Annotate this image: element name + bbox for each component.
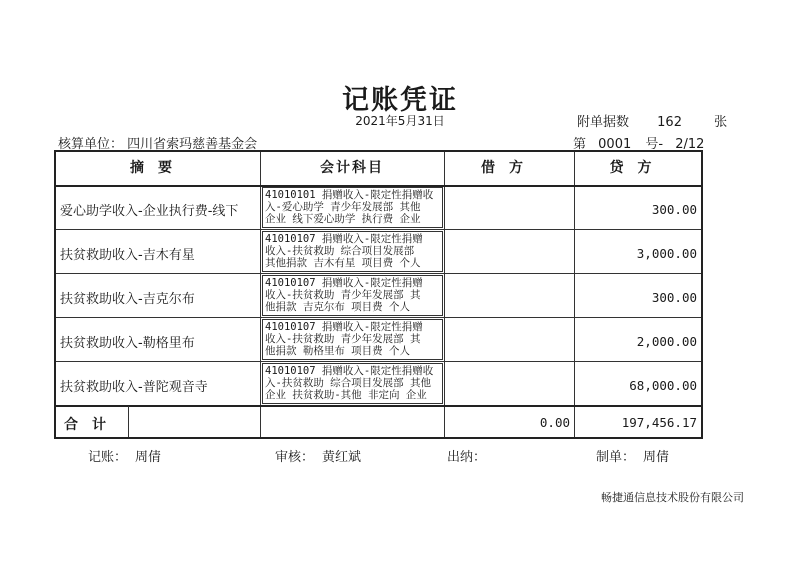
row-credit: 3,000.00 [636,246,697,261]
voucher-date: 2021年5月31日 [355,114,445,128]
row-subject [262,187,443,228]
company-footer: 畅捷通信息技术股份有限公司 [601,491,744,504]
row-credit: 300.00 [651,290,697,305]
table-row [56,186,701,229]
subject-line: 企业 线下爱心助学 执行费 企业 [265,213,421,225]
subject-line: 他捐款 勒格里布 项目费 个人 [265,345,410,357]
subject-line: 41010107 捐赠收入-限定性捐赠 [265,277,423,289]
preparer-label: 制单： [596,450,636,465]
subject-line: 41010107 捐赠收入-限定性捐赠收 [265,365,434,377]
row-summary: 扶贫救助收入-勒格里布 [60,336,195,351]
bookkeeper-name: 周倩 [135,450,162,465]
voucher-prefix: 第 [573,137,587,152]
signature-preparer [596,446,669,465]
total-label: 合计 [64,417,120,433]
subject-line: 企业 扶贫救助-其他 非定向 企业 [265,389,427,401]
voucher-page: 2/12 [675,137,705,152]
header-debit: 借方 [481,160,537,176]
voucher-title: 记账凭证 [342,85,458,116]
signature-cashier [447,446,494,465]
voucher-suffix: 号- [645,137,664,152]
subject-line: 入-扶贫救助 综合项目发展部 其他 [265,377,431,389]
table-row [56,318,701,361]
bookkeeper-label: 记账： [88,450,128,465]
subject-line: 他捐款 吉克尔布 项目费 个人 [265,301,410,313]
voucher-table [54,150,703,439]
table-row [56,274,701,317]
attachment-count [577,111,727,130]
subject-line: 41010107 捐赠收入-限定性捐赠 [265,321,423,333]
row-credit: 68,000.00 [629,378,697,393]
voucher-no: 0001 [598,137,632,152]
attachment-label: 附单据数 [577,115,630,130]
row-credit: 2,000.00 [636,334,697,349]
subject-line: 收入-扶贫救助 青少年发展部 其 [265,289,421,301]
subject-line: 41010107 捐赠收入-限定性捐赠 [265,233,423,245]
attachment-number: 162 [657,115,682,130]
row-summary: 扶贫救助收入-吉木有星 [60,248,195,263]
subject-line: 收入-扶贫救助 综合项目发展部 [265,245,415,257]
row-summary: 扶贫救助收入-吉克尔布 [60,292,195,307]
subject-line: 收入-扶贫救助 青少年发展部 其 [265,333,421,345]
preparer-name: 周倩 [643,450,670,465]
row-credit: 300.00 [651,202,697,217]
row-subject [262,275,443,316]
total-debit: 0.00 [539,415,570,430]
signature-bookkeeper [88,446,161,465]
row-subject [262,319,443,360]
total-credit: 197,456.17 [621,415,697,430]
total-row [56,407,701,438]
reviewer-name: 黄红斌 [322,450,362,465]
subject-line: 其他捐款 吉木有星 项目费 个人 [265,257,421,269]
subject-line: 41010101 捐赠收入-限定性捐赠收 [265,189,434,201]
reviewer-label: 审核： [275,450,315,465]
row-subject [262,363,443,404]
accounting-unit-label: 核算单位： [58,137,124,152]
row-summary: 扶贫救助收入-普陀观音寺 [60,380,208,395]
header-credit: 贷方 [609,160,666,176]
accounting-unit-value: 四川省索玛慈善基金会 [127,137,258,152]
header-subject: 会计科目 [320,160,384,176]
table-row [56,230,701,273]
attachment-unit: 张 [714,115,728,130]
header-summary: 摘要 [130,160,186,176]
row-summary: 爱心助学收入-企业执行费-线下 [60,204,239,219]
table-row [56,362,701,405]
subject-line: 入-爱心助学 青少年发展部 其他 [265,201,421,213]
cashier-label: 出纳： [447,450,487,465]
signature-reviewer [275,446,361,465]
row-subject [262,231,443,272]
